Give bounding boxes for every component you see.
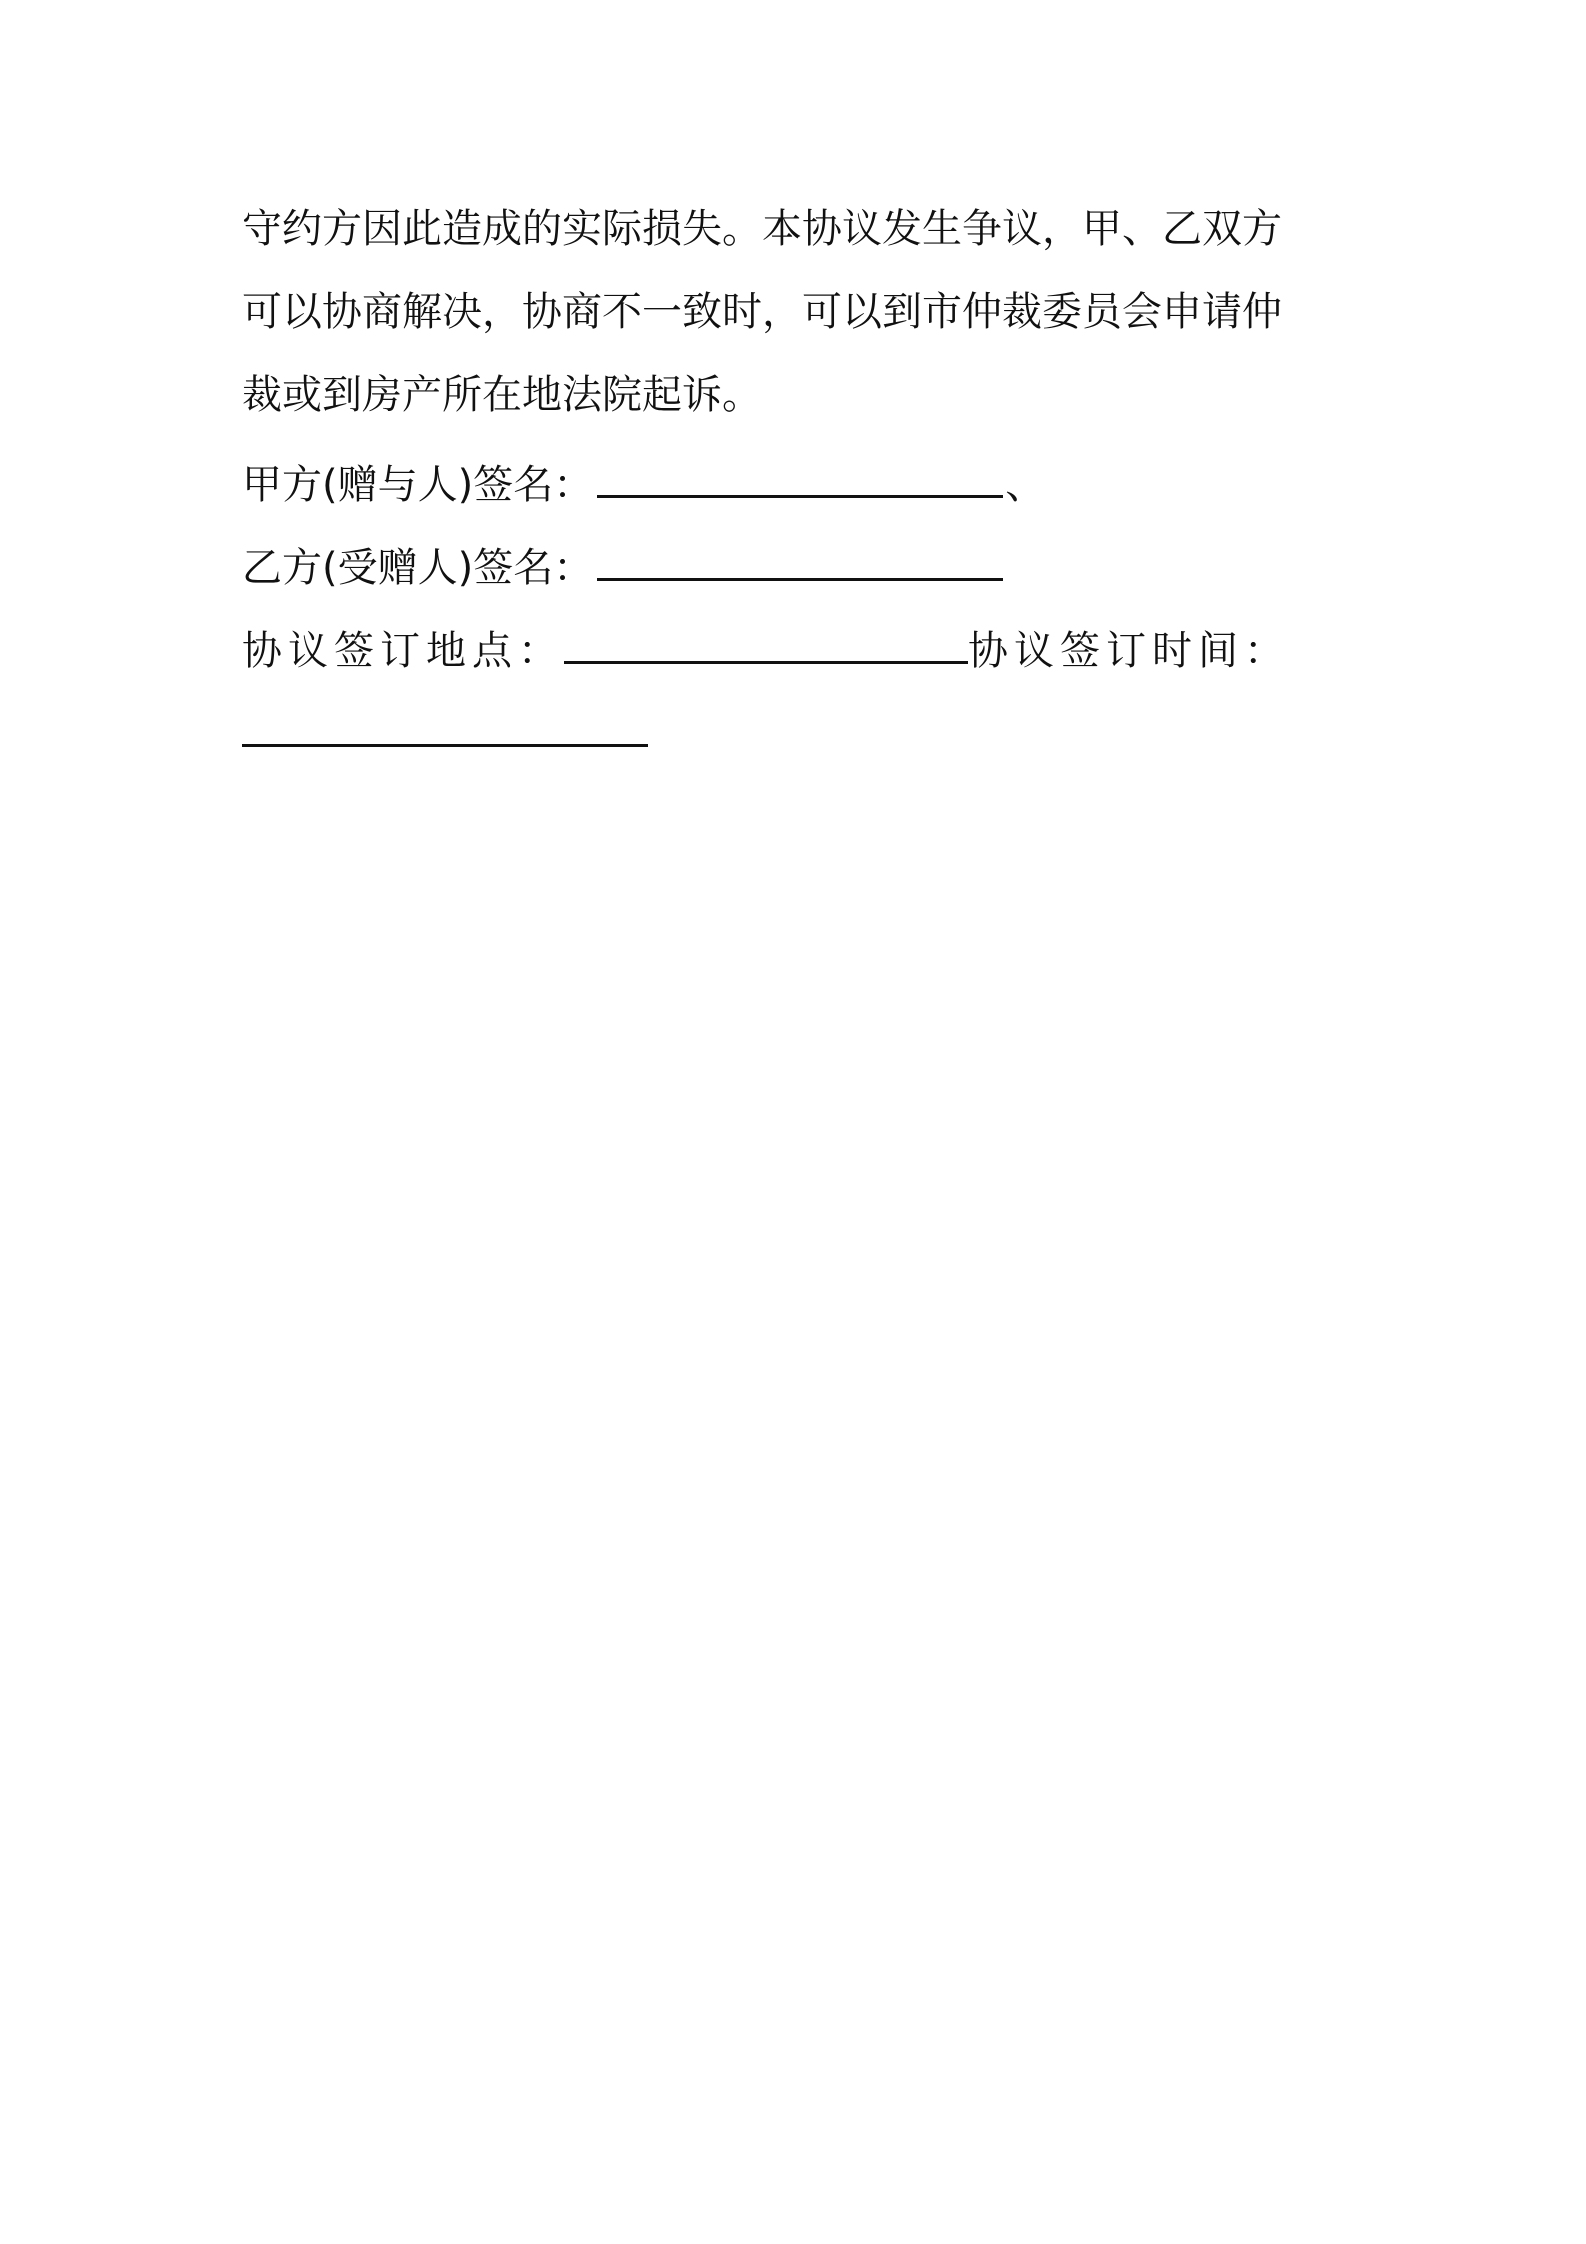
party-a-signature-blank[interactable]: [597, 455, 1003, 498]
party-a-signature-suffix: 、: [1005, 462, 1046, 508]
party-a-signature-label: 甲方(赠与人)签名：: [242, 462, 594, 508]
party-b-signature-blank[interactable]: [597, 538, 1003, 581]
signing-time-blank[interactable]: [242, 704, 648, 747]
party-b-signature-label: 乙方(受赠人)签名：: [242, 545, 594, 591]
party-b-signature-row: [242, 538, 1005, 592]
signing-time-label: 协议签订时间：: [968, 628, 1290, 674]
clause-line-2: 可以协商解决，协商不一致时，可以到市仲裁委员会申请仲: [242, 289, 1282, 335]
clause-line-1: 守约方因此造成的实际损失。本协议发生争议，甲、乙双方: [242, 206, 1282, 252]
signing-place-label: 协议签订地点：: [242, 628, 564, 674]
clause-line-3: 裁或到房产所在地法院起诉。: [242, 372, 762, 418]
party-a-signature-row: [242, 455, 1045, 509]
signing-time-row: [242, 704, 650, 758]
signing-place-time-row: [242, 621, 1290, 675]
signing-place-blank[interactable]: [564, 621, 968, 664]
